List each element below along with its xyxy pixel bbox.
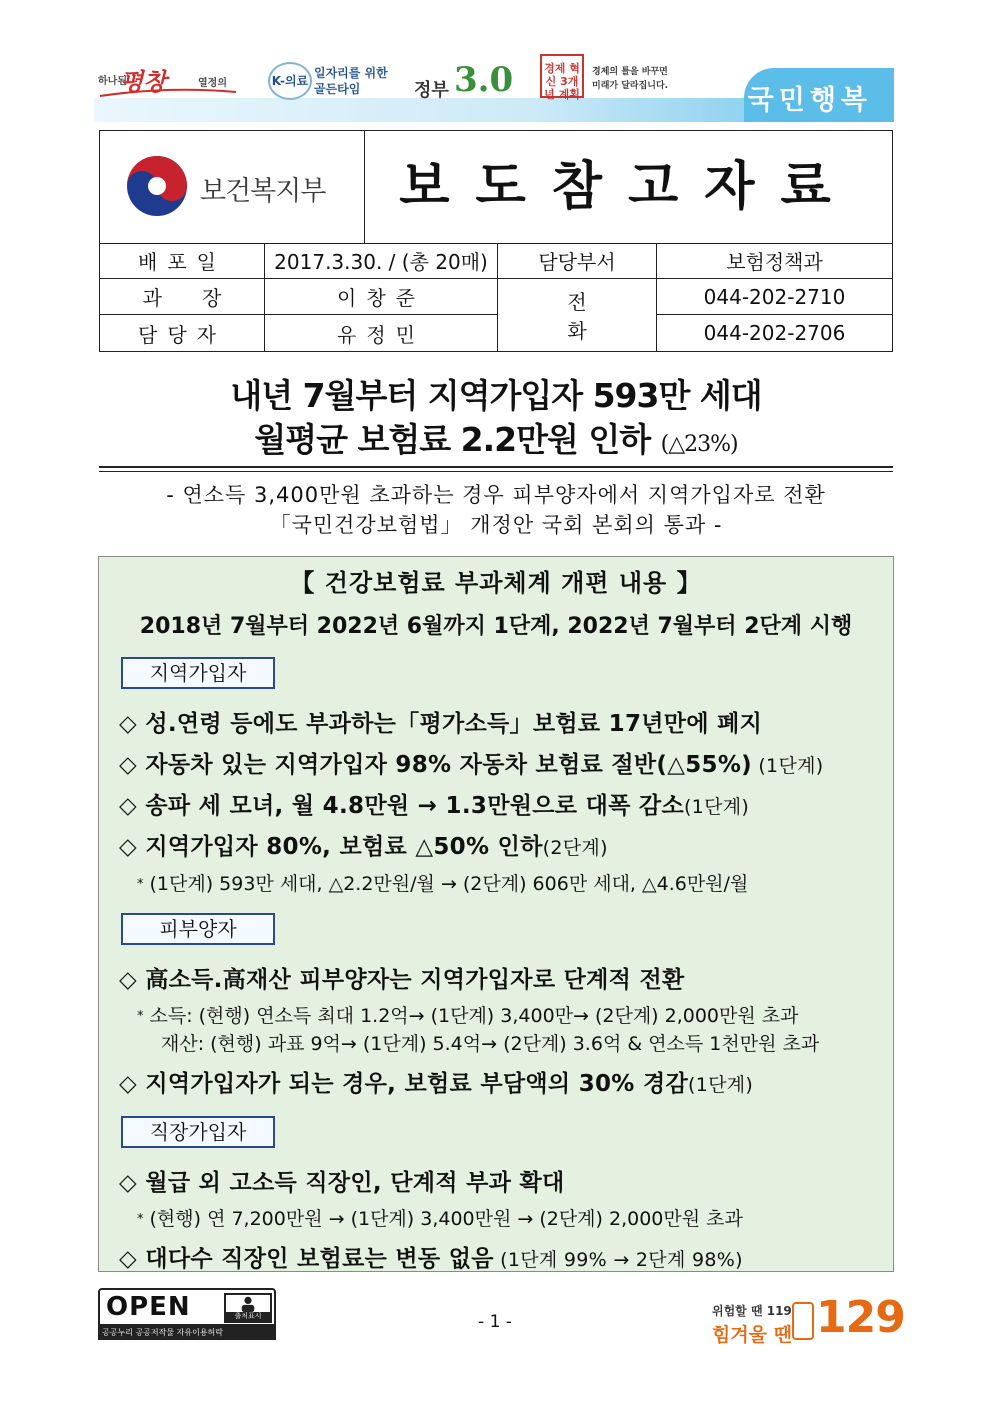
- double-rule: [99, 466, 893, 472]
- page-number: - 1 -: [478, 1312, 512, 1332]
- asterisk-icon: *: [137, 877, 144, 892]
- item-text: 지역가입자가 되는 경우, 보험료 부담액의 30% 경감: [145, 1071, 688, 1097]
- pyeongchang-logo: [98, 62, 248, 96]
- chief-label: 과장: [100, 279, 265, 315]
- list-item: [119, 1164, 564, 1197]
- headline-line2: 월평균 보험료 2.2만원 인하: [254, 420, 651, 459]
- innovation-line2: 미래가 달라집니다.: [592, 81, 669, 91]
- item-phase: (2단계): [542, 837, 608, 859]
- item-phase: (1단계): [752, 755, 824, 777]
- open-license-frame: [98, 1288, 276, 1326]
- item-phase: (1단계): [683, 796, 750, 818]
- hotline-number: 129: [816, 1292, 905, 1343]
- hotline-129-logo: [700, 1286, 905, 1346]
- asterisk-icon: *: [137, 1009, 144, 1024]
- item-text: 자동차 있는 지역가입자 98% 자동차 보험료 절반(△55%): [145, 752, 752, 778]
- subheadline: [99, 480, 893, 540]
- ministry-name: 보건복지부: [200, 176, 326, 207]
- pyeongchang-pre: 하나된: [98, 76, 127, 87]
- diamond-bullet-icon: ◇: [119, 793, 137, 819]
- innovation-badge: 경제 혁신 3개년 계획: [540, 54, 584, 98]
- headline-line2-wrap: [100, 418, 892, 467]
- officer-phone: 044-202-2706: [703, 321, 846, 345]
- list-item: [119, 746, 823, 779]
- ministry-logo-cell: [100, 131, 365, 243]
- item-text: 송파 세 모녀, 월 4.8만원 → 1.3만원으로 대폭 감소: [145, 793, 684, 819]
- list-item: [119, 787, 749, 820]
- taegeuk-emblem-icon: [126, 155, 188, 217]
- top-banner: [94, 54, 894, 122]
- open-license-caption: 공공누리 공공저작물 자유이용허락: [98, 1326, 276, 1340]
- swoosh-icon: [98, 88, 238, 98]
- section-tag-employee: 직장가입자: [121, 1116, 275, 1148]
- kogl-open-license: [98, 1288, 276, 1340]
- department-label: 담당부서: [498, 243, 657, 279]
- gov30-label: 정부: [414, 80, 449, 101]
- pyeongchang-main: 평창: [120, 67, 167, 96]
- diamond-bullet-icon: ◇: [119, 834, 137, 860]
- item-text: 월급 외 고소득 직장인, 단계적 부과 확대: [145, 1170, 565, 1196]
- item-text: 高소득.高재산 피부양자는 지역가입자로 단계적 전환: [145, 967, 685, 993]
- officer-label: 담당자: [100, 315, 265, 351]
- note: [137, 1001, 798, 1028]
- k-medical-line1: 일자리를 위한: [314, 66, 388, 80]
- summary-box: [98, 556, 894, 1272]
- summary-schedule: 2018년 7월부터 2022년 6월까지 1단계, 2022년 7월부터 2단계 시행: [139, 614, 853, 639]
- list-item: [119, 961, 685, 994]
- diamond-bullet-icon: ◇: [119, 711, 137, 737]
- headline-line2-note: (△23%): [660, 432, 738, 457]
- note-text: (1단계) 593만 세대, △2.2만원/월 → (2단계) 606만 세대, △4.6만원/월: [149, 873, 749, 895]
- hotline-line2: 힘겨울 땐: [712, 1324, 793, 1346]
- item-text: 지역가입자 80%, 보험료 △50% 인하: [145, 834, 543, 860]
- hotline-line1: 위험할 땐 119: [712, 1304, 792, 1318]
- chief-phone: 044-202-2710: [657, 279, 892, 315]
- item-text: 대다수 직장인 보험료는 변동 없음: [145, 1246, 494, 1272]
- note-text: 소득: (현행) 연소득 최대 1.2억→ (1단계) 3,400만→ (2단계) 2,000만원 초과: [149, 1005, 799, 1027]
- k-medical-badge: K-의료: [268, 62, 312, 100]
- slogan: 국민행복: [747, 85, 872, 116]
- release-date-label: 배포일: [100, 243, 265, 279]
- attribution-badge: [224, 1293, 272, 1323]
- subheadline-line1: - 연소득 3,400만원 초과하는 경우 피부양자에서 지역가입자로 전환: [166, 483, 826, 507]
- chief-value: 이창준: [265, 279, 498, 315]
- list-item: [119, 1065, 753, 1098]
- diamond-bullet-icon: ◇: [119, 752, 137, 778]
- gov30-number: 3.0: [454, 60, 514, 100]
- phone-label: 전화: [498, 279, 657, 351]
- note-text: (현행) 연 7,200만원 → (1단계) 3,400만원 → (2단계) 2,000만원 초과: [149, 1208, 743, 1230]
- person-icon: [226, 1295, 270, 1313]
- asterisk-icon: *: [137, 1212, 144, 1227]
- k-medical-line2: 골든타임: [314, 82, 361, 96]
- press-header-table: [99, 130, 893, 352]
- release-date-value: 2017.3.30. / (총 20매): [265, 243, 498, 279]
- headline: [100, 374, 892, 467]
- diamond-bullet-icon: ◇: [119, 1246, 137, 1272]
- list-item: [119, 1240, 743, 1273]
- section-tag-regional: 지역가입자: [121, 657, 275, 689]
- subheadline-line2: 「국민건강보험법」 개정안 국회 본회의 통과 -: [269, 513, 723, 537]
- summary-title: 【 건강보험료 부과체계 개편 내용 】: [290, 569, 702, 597]
- department-value: 보험정책과: [657, 243, 892, 279]
- list-item: [119, 828, 608, 861]
- diamond-bullet-icon: ◇: [119, 1170, 137, 1196]
- note: [137, 1204, 743, 1231]
- item-text: 성.연령 등에도 부과하는「평가소득」보험료 17년만에 폐지: [145, 711, 763, 737]
- k-medical-logo: [268, 62, 398, 98]
- section-tag-dependent: 피부양자: [121, 913, 275, 945]
- pyeongchang-post: 열정의: [198, 78, 227, 89]
- item-phase: (1단계 99% → 2단계 98%): [493, 1249, 743, 1271]
- diamond-bullet-icon: ◇: [119, 967, 137, 993]
- diamond-bullet-icon: ◇: [119, 1071, 137, 1097]
- gov30-logo: [414, 58, 514, 101]
- phone-icon: [792, 1302, 814, 1340]
- economic-innovation-logo: [540, 54, 690, 101]
- open-word: OPEN: [106, 1292, 191, 1322]
- header-top-row: [100, 131, 892, 244]
- attribution-badge-text: 출처표시: [226, 1312, 270, 1321]
- item-phase: (1단계): [688, 1074, 754, 1096]
- note: [137, 869, 748, 896]
- headline-line1: 내년 7월부터 지역가입자 593만 세대: [230, 376, 762, 415]
- innovation-line1: 경제의 틀을 바꾸면: [592, 67, 668, 77]
- document-type-title: 보도참고자료: [399, 157, 857, 217]
- officer-value: 유정민: [265, 315, 498, 351]
- list-item: [119, 705, 762, 738]
- note: 재산: (현행) 과표 9억→ (1단계) 5.4억→ (2단계) 3.6억 & 연소득 1천만원 초과: [161, 1033, 820, 1055]
